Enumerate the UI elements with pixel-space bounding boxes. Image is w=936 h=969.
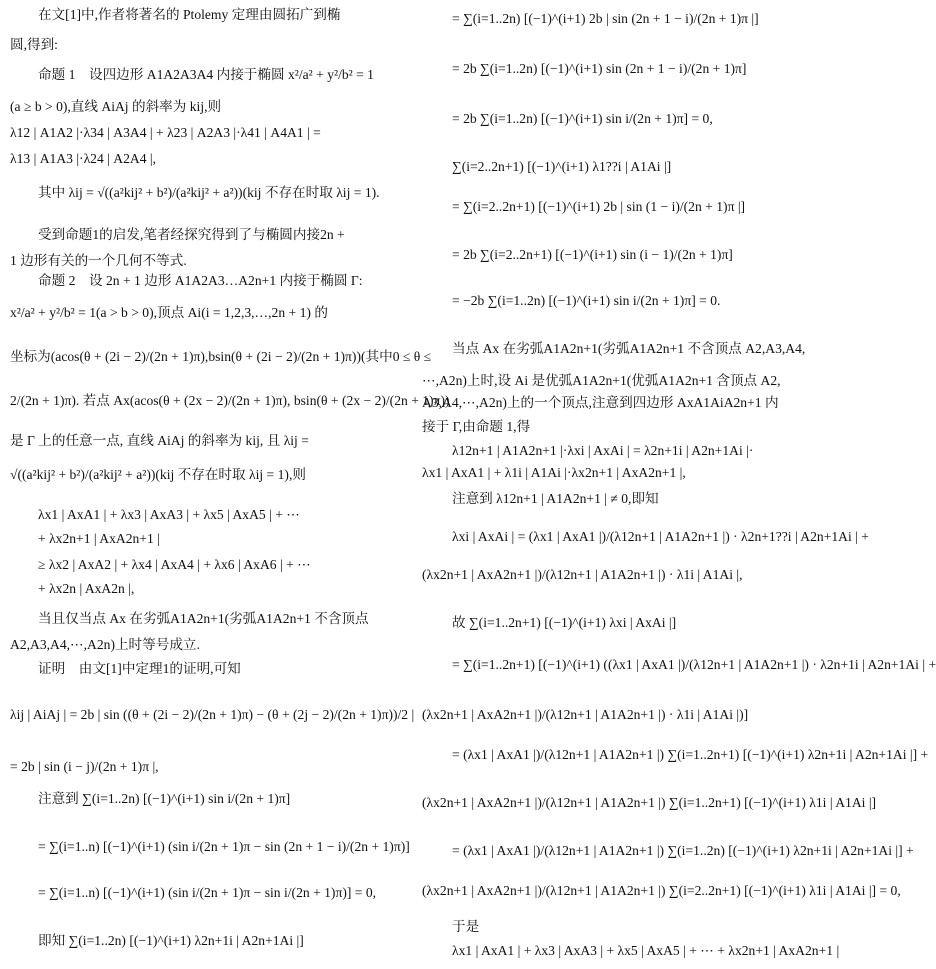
- text-line: + λx2n+1 | AxA2n+1 |: [38, 531, 160, 546]
- text-line: λ13 | A1A3 |·λ24 | A2A4 |,: [10, 151, 157, 166]
- text-line: (λx2n+1 | AxA2n+1 |)/(λ12n+1 | A1A2n+1 |) ∑(i=2..2n+1) [(−1)^(i+1) λ1i | A1Ai |] = 0,: [422, 883, 901, 898]
- text-line: λ12n+1 | A1A2n+1 |·λxi | AxAi | = λ2n+1i | A2n+1Ai |·: [452, 443, 754, 458]
- text-line: = 2b ∑(i=1..2n) [(−1)^(i+1) sin (2n + 1 − i)/(2n + 1)π]: [452, 61, 747, 76]
- text-line: 故 ∑(i=1..2n+1) [(−1)^(i+1) λxi | AxAi |]: [452, 615, 677, 630]
- text-line: = 2b ∑(i=2..2n+1) [(−1)^(i+1) sin (i − 1)/(2n + 1)π]: [452, 247, 733, 262]
- text-line: 2/(2n + 1)π). 若点 Ax(acos(θ + (2x − 2)/(2n + 1)π), bsin(θ + (2x − 2)/(2n + 1)π)): [10, 393, 450, 408]
- text-line: = ∑(i=1..2n) [(−1)^(i+1) 2b | sin (2n + 1 − i)/(2n + 1)π |]: [452, 11, 759, 26]
- text-line: = ∑(i=1..n) [(−1)^(i+1) (sin i/(2n + 1)π − sin (2n + 1 − i)/(2n + 1)π)]: [38, 839, 410, 854]
- text-line: = ∑(i=2..2n+1) [(−1)^(i+1) 2b | sin (1 − i)/(2n + 1)π |]: [452, 199, 746, 214]
- text-line: 于是: [452, 919, 480, 934]
- text-line: 接于 Γ,由命题 1,得: [422, 419, 531, 434]
- text-line: λ12 | A1A2 |·λ34 | A3A4 | + λ23 | A2A3 |·λ41 | A4A1 | =: [10, 125, 321, 140]
- text-line: 注意到 ∑(i=1..2n) [(−1)^(i+1) sin i/(2n + 1)π]: [38, 791, 291, 806]
- text-line: 命题 2 设 2n + 1 边形 A1A2A3…A2n+1 内接于椭圆 Γ:: [38, 273, 363, 288]
- text-line: ∑(i=2..2n+1) [(−1)^(i+1) λ1??i | A1Ai |]: [452, 159, 672, 174]
- text-line: 即知 ∑(i=1..2n) [(−1)^(i+1) λ2n+1i | A2n+1Ai |]: [38, 933, 304, 948]
- text-line: ⋯,A2n)上时,设 Ai 是优弧A1A2n+1(优弧A1A2n+1 含顶点 A2,: [422, 373, 781, 388]
- text-line: 其中 λij = √((a²kij² + b²)/(a²kij² + a²))(kij 不存在时取 λij = 1).: [38, 185, 380, 200]
- text-line: λxi | AxAi | = (λx1 | AxA1 |)/(λ12n+1 | A1A2n+1 |) · λ2n+1??i | A2n+1Ai | +: [452, 529, 869, 544]
- text-line: 坐标为(acos(θ + (2i − 2)/(2n + 1)π),bsin(θ + (2i − 2)/(2n + 1)π))(其中0 ≤ θ ≤: [10, 349, 432, 364]
- text-line: = (λx1 | AxA1 |)/(λ12n+1 | A1A2n+1 |) ∑(i=1..2n) [(−1)^(i+1) λ2n+1i | A2n+1Ai |] +: [452, 843, 914, 858]
- text-line: λij | AiAj | = 2b | sin ((θ + (2i − 2)/(2n + 1)π) − (θ + (2j − 2)/(2n + 1)π))/2 |: [10, 707, 415, 722]
- text-line: 在文[1]中,作者将著名的 Ptolemy 定理由圆拓广到椭: [38, 7, 341, 22]
- text-line: (λx2n+1 | AxA2n+1 |)/(λ12n+1 | A1A2n+1 |) ∑(i=1..2n+1) [(−1)^(i+1) λ1i | A1Ai |]: [422, 795, 877, 810]
- text-line: = ∑(i=1..2n+1) [(−1)^(i+1) ((λx1 | AxA1 |)/(λ12n+1 | A1A2n+1 |) · λ2n+1i | A2n+1Ai | +: [452, 657, 936, 672]
- text-line: = (λx1 | AxA1 |)/(λ12n+1 | A1A2n+1 |) ∑(i=1..2n+1) [(−1)^(i+1) λ2n+1i | A2n+1Ai |] +: [452, 747, 929, 762]
- text-line: 命题 1 设四边形 A1A2A3A4 内接于椭圆 x²/a² + y²/b² = 1: [38, 67, 374, 82]
- text-line: λx1 | AxA1 | + λ1i | A1Ai |·λx2n+1 | AxA2n+1 |,: [422, 465, 686, 480]
- text-line: = 2b ∑(i=1..2n) [(−1)^(i+1) sin i/(2n + 1)π] = 0,: [452, 111, 713, 126]
- text-line: 1 边形有关的一个几何不等式.: [10, 253, 187, 268]
- text-line: √((a²kij² + b²)/(a²kij² + a²))(kij 不存在时取 λij = 1),则: [10, 467, 306, 482]
- text-line: A3,A4,⋯,A2n)上的一个顶点,注意到四边形 AxA1AiA2n+1 内: [422, 395, 779, 410]
- text-line: = 2b | sin (i − j)/(2n + 1)π |,: [10, 759, 159, 774]
- text-line: (λx2n+1 | AxA2n+1 |)/(λ12n+1 | A1A2n+1 |) · λ1i | A1Ai |)]: [422, 707, 749, 722]
- text-line: 圆,得到:: [10, 37, 58, 52]
- text-line: (a ≥ b > 0),直线 AiAj 的斜率为 kij,则: [10, 99, 222, 114]
- text-line: + λx2n | AxA2n |,: [38, 581, 135, 596]
- text-line: (λx2n+1 | AxA2n+1 |)/(λ12n+1 | A1A2n+1 |) · λ1i | A1Ai |,: [422, 567, 743, 582]
- text-line: 当且仅当点 Ax 在劣弧A1A2n+1(劣弧A1A2n+1 不含顶点: [38, 611, 369, 626]
- text-line: 是 Γ 上的任意一点, 直线 AiAj 的斜率为 kij, 且 λij =: [10, 433, 309, 448]
- text-line: λx1 | AxA1 | + λx3 | AxA3 | + λx5 | AxA5 | + ⋯: [38, 507, 300, 522]
- text-line: 受到命题1的启发,笔者经探究得到了与椭圆内接2n +: [38, 227, 345, 242]
- text-line: ≥ λx2 | AxA2 | + λx4 | AxA4 | + λx6 | AxA6 | + ⋯: [38, 557, 311, 572]
- text-line: 当点 Ax 在劣弧A1A2n+1(劣弧A1A2n+1 不含顶点 A2,A3,A4,: [452, 341, 806, 356]
- text-line: A2,A3,A4,⋯,A2n)上时等号成立.: [10, 637, 200, 652]
- text-line: = −2b ∑(i=1..2n) [(−1)^(i+1) sin i/(2n + 1)π] = 0.: [452, 293, 721, 308]
- text-line: 证明 由文[1]中定理1的证明,可知: [38, 661, 241, 676]
- text-line: 注意到 λ12n+1 | A1A2n+1 | ≠ 0,即知: [452, 491, 659, 506]
- text-line: x²/a² + y²/b² = 1(a > b > 0),顶点 Ai(i = 1,2,3,…,2n + 1) 的: [10, 305, 328, 320]
- text-line: λx1 | AxA1 | + λx3 | AxA3 | + λx5 | AxA5 | + ⋯ + λx2n+1 | AxA2n+1 |: [452, 943, 840, 958]
- text-line: = ∑(i=1..n) [(−1)^(i+1) (sin i/(2n + 1)π − sin i/(2n + 1)π)] = 0,: [38, 885, 377, 900]
